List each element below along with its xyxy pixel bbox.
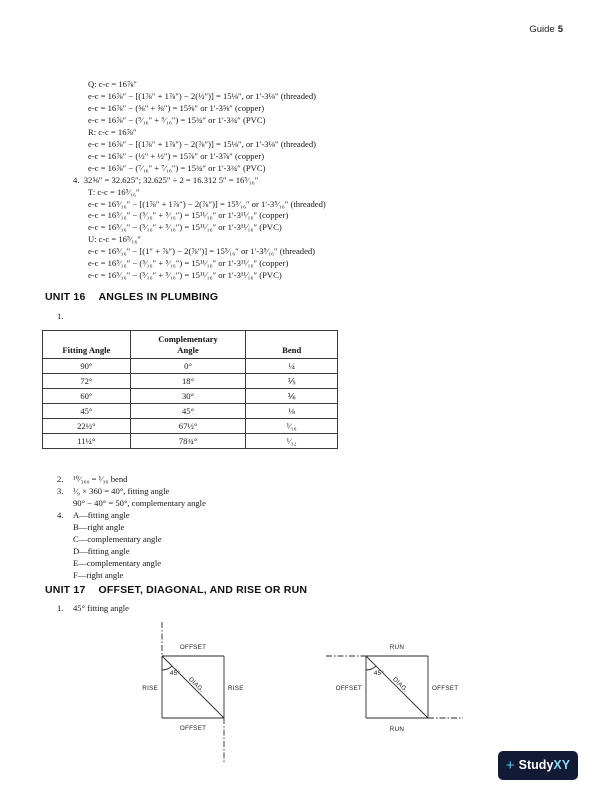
angle-label: 45° <box>373 670 385 677</box>
answer-text: E—complementary angle <box>73 557 162 568</box>
run-bottom-label: RUN <box>389 726 405 733</box>
answer-text: ¹⁄₉ × 360 = 40°, fitting angle <box>73 485 170 496</box>
table-cell: 0° <box>130 359 246 374</box>
answer-text: ¹⁰⁄₃₆₀ = ¹⁄₃₆ bend <box>73 474 128 484</box>
unit17-item1 <box>57 603 129 613</box>
answer-item-continuation <box>57 546 206 558</box>
solution-line: e-c = 16⅞″ − (⁷⁄₁₆″ + ⁷⁄₁₆″) = 15¾″ or 1′-3¾″ (PVC) <box>88 162 266 173</box>
solution-line: e-c = 16⁵⁄₁₆″ − (⁵⁄₁₆″ + ⁵⁄₁₆″) = 15¹¹⁄₁₆″ or 1′-3¹¹⁄₁₆″ (copper) <box>88 258 289 269</box>
unit16-heading <box>45 291 218 303</box>
answer-text: 90° − 40° = 50°, complementary angle <box>73 497 206 508</box>
table-header-row <box>43 331 338 359</box>
answer-item-continuation <box>57 570 206 582</box>
table-row <box>43 404 338 419</box>
solution-line: e-c = 16⁵⁄₁₆″ − (⁵⁄₁₆″ + ⁵⁄₁₆″) = 15¹¹⁄₁₆″ or 1′-3¹¹⁄₁₆″ (copper) <box>88 210 289 221</box>
diagonal-line <box>366 656 428 718</box>
plus-icon: + <box>505 757 515 774</box>
table-row <box>43 434 338 449</box>
guide-label: Guide <box>529 24 555 35</box>
answer-item-continuation <box>57 558 206 570</box>
list-number: 1. <box>57 311 64 321</box>
answer-item-continuation <box>57 534 206 546</box>
solution-line: e-c = 16⁵⁄₁₆″ − [(1″ + ⅞″) − 2(⅞″)] = 15⁵⁄₁₆″ or 1′-3⁵⁄₁₆″ (threaded) <box>88 246 316 257</box>
rise-right-label: RISE <box>228 685 244 692</box>
table-cell: ⅛ <box>246 404 338 419</box>
table-cell: 67½° <box>130 419 246 434</box>
brand-name: StudyXY <box>518 758 571 773</box>
table-cell: 30° <box>130 389 246 404</box>
column-header-complementary-angle: Complementary Angle <box>130 331 246 359</box>
unit17-heading <box>45 584 307 596</box>
solution-line: R: c-c = 16⅞″ <box>88 126 137 137</box>
solution-line: e-c = 16⅞″ − [(1⅞″ + 1⅞″) − 2(½″)] = 15⅛″, or 1′-3⅛″ (threaded) <box>88 90 316 101</box>
table-row <box>43 374 338 389</box>
offset-rise-diagram <box>116 616 252 766</box>
table-cell: 11¼° <box>43 434 131 449</box>
solution-line: U: c-c = 16⁵⁄₁₆″ <box>88 234 141 245</box>
column-header-bend: Bend <box>246 331 338 359</box>
run-top-label: RUN <box>389 644 405 651</box>
solution-line: e-c = 16⅞″ − (⅝″ + ⅝″) = 15⅝″ or 1′-3⅝″ (copper) <box>88 102 265 113</box>
solution-line: e-c = 16⅞″ − [(1⅞″ + 1⅞″) − 2(⅞″)] = 15⅛″, or 1′-3⅛″ (threaded) <box>88 138 316 149</box>
page-header <box>529 24 563 35</box>
table-cell: ¹⁄₁₆ <box>246 419 338 434</box>
table-cell: 45° <box>130 404 246 419</box>
answer-text: C—complementary angle <box>73 533 162 544</box>
list-number: 1. <box>57 603 64 613</box>
solution-line: e-c = 16⁵⁄₁₆″ − [(1⅞″ + 1⅞″) − 2(⅞″)] = 15⁵⁄₁₆″ or 1′-3⁵⁄₁₆″ (threaded) <box>88 198 326 209</box>
table-cell: 78¾° <box>130 434 246 449</box>
angle-label: 45° <box>169 670 181 677</box>
offset-bottom-label: OFFSET <box>179 725 207 732</box>
solution-line: 4. 32⅝″ = 32.625″; 32.625″ ÷ 2 = 16.312 5″ = 16⁵⁄₁₆″ <box>73 174 259 185</box>
table-row <box>43 389 338 404</box>
offset-top-label: OFFSET <box>179 644 207 651</box>
table-cell: 72° <box>43 374 131 389</box>
table-cell: 22½° <box>43 419 131 434</box>
offset-right-label: OFFSET <box>432 685 459 692</box>
answer-item-continuation <box>57 498 206 510</box>
table-cell: 90° <box>43 359 131 374</box>
unit16-answers <box>57 474 206 582</box>
answer-text: F—right angle <box>73 569 124 580</box>
unit16-item1-number <box>57 311 63 321</box>
page-number: 5 <box>557 24 563 35</box>
answer-text: 45° fitting angle <box>73 603 129 613</box>
table-cell: 60° <box>43 389 131 404</box>
table-cell: ¼ <box>246 359 338 374</box>
unit17-heading-number: UNIT 17 <box>45 584 86 596</box>
unit16-heading-number: UNIT 16 <box>45 291 86 303</box>
list-number: 4. <box>57 509 64 520</box>
studyxy-logo <box>498 751 578 780</box>
list-number: 3. <box>57 485 64 496</box>
rise-left-label: RISE <box>142 685 158 692</box>
answer-item-continuation <box>57 522 206 534</box>
table-cell: ¹⁄₃₂ <box>246 434 338 449</box>
solution-line: e-c = 16⁵⁄₁₆″ − (⁵⁄₁₆″ + ⁵⁄₁₆″) = 15¹¹⁄₁₆″ or 1′-3¹¹⁄₁₆″ (PVC) <box>88 222 282 233</box>
diagonal-label: DIAG. <box>391 675 410 694</box>
angles-table <box>42 330 338 449</box>
answer-item <box>57 510 206 522</box>
solution-line: T: c-c = 16⁵⁄₁₆″ <box>88 186 140 197</box>
answer-text: B—right angle <box>73 521 125 532</box>
unit17-heading-title: OFFSET, DIAGONAL, AND RISE OR RUN <box>98 584 308 596</box>
table-row <box>43 359 338 374</box>
list-number: 2. <box>57 474 64 484</box>
unit16-heading-title: ANGLES IN PLUMBING <box>98 291 219 303</box>
table-cell: ⅙ <box>246 389 338 404</box>
diagonal-line <box>162 656 224 718</box>
table-cell: ⅕ <box>246 374 338 389</box>
table-cell: 45° <box>43 404 131 419</box>
solution-block <box>73 79 326 282</box>
offset-run-diagram <box>318 638 468 736</box>
table-cell: 18° <box>130 374 246 389</box>
table-row <box>43 419 338 434</box>
solution-line: e-c = 16⁵⁄₁₆″ − (⁵⁄₁₆″ + ⁵⁄₁₆″) = 15¹¹⁄₁₆″ or 1′-3¹¹⁄₁₆″ (PVC) <box>88 270 282 281</box>
diagonal-label: DIAG. <box>187 675 206 694</box>
answer-text: A—fitting angle <box>73 509 130 520</box>
offset-left-label: OFFSET <box>335 685 362 692</box>
solution-line: e-c = 16⅞″ − (½″ + ½″) = 15⅞″ or 1′-3⅞″ (copper) <box>88 150 265 161</box>
column-header-fitting-angle: Fitting Angle <box>43 331 131 359</box>
answer-item <box>57 486 206 498</box>
solution-line: e-c = 16⅞″ − (⁹⁄₁₆″ + ⁹⁄₁₆″) = 15¾″ or 1′-3¾″ (PVC) <box>88 114 266 125</box>
answer-item <box>57 474 206 486</box>
answer-text: D—fitting angle <box>73 545 130 556</box>
solution-line: Q: c-c = 16⅞″ <box>88 79 137 89</box>
